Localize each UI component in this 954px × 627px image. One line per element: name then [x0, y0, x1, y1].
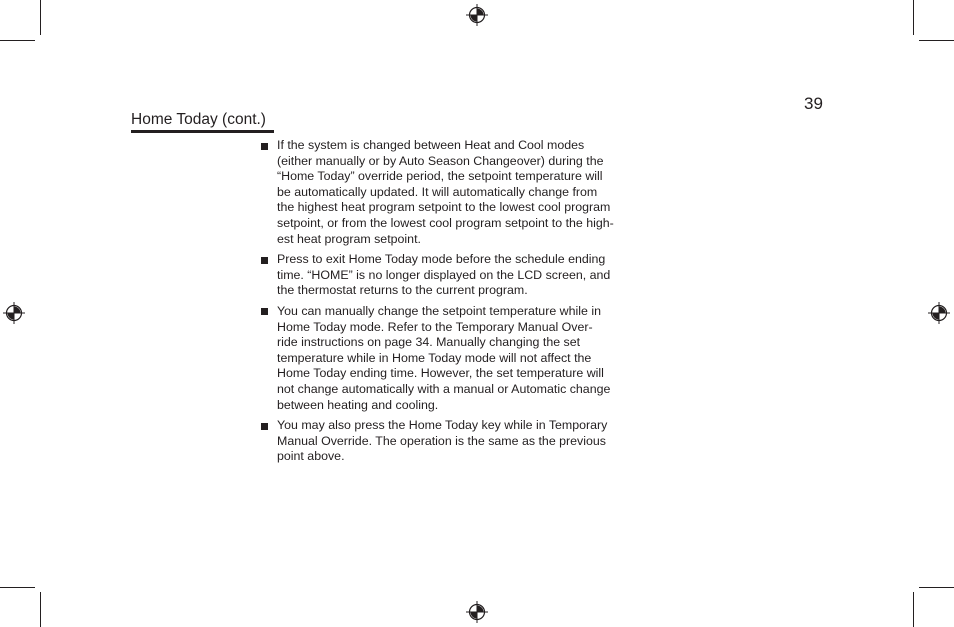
text-line: temperature while in Home Today mode will not affect the [277, 350, 592, 365]
text-line: point above. [277, 449, 345, 464]
crosshair-registration-icon [3, 302, 25, 324]
crosshair-registration-icon [466, 601, 488, 623]
title-underline [131, 130, 274, 133]
square-bullet-icon [261, 257, 268, 264]
text-line: time. “HOME” is no longer displayed on the LCD screen, and [277, 267, 611, 282]
list-item [261, 304, 647, 413]
text-line: “Home Today” override period, the setpoint temperature will [277, 169, 603, 184]
crop-mark [0, 40, 35, 41]
text-line: be automatically updated. It will automatically change from [277, 184, 598, 199]
bullet-list [261, 138, 647, 470]
text-line: setpoint, or from the lowest cool program setpoint to the high- [277, 215, 614, 230]
crop-mark [919, 587, 954, 588]
text-line: between heating and cooling. [277, 397, 439, 412]
text-line: Home Today ending time. However, the set temperature will [277, 366, 604, 381]
text-line: If the system is changed between Heat and Cool modes [277, 138, 585, 152]
text-line: ride instructions on page 34. Manually changing the set [277, 335, 581, 350]
text-line: Press to exit Home Today mode before the schedule ending [277, 252, 606, 267]
list-item [261, 418, 647, 465]
section-title: Home Today (cont.) [131, 111, 266, 128]
square-bullet-icon [261, 423, 268, 430]
text-line: Home Today mode. Refer to the Temporary Manual Over- [277, 319, 593, 334]
crosshair-registration-icon [466, 4, 488, 26]
text-line: You may also press the Home Today key while in Temporary [277, 418, 608, 433]
text-line: the thermostat returns to the current program. [277, 283, 528, 298]
square-bullet-icon [261, 308, 268, 315]
crop-mark [40, 0, 41, 35]
text-line: the highest heat program setpoint to the lowest cool program [277, 200, 611, 215]
text-line: Manual Override. The operation is the same as the previous [277, 433, 606, 448]
text-line: not change automatically with a manual or Automatic change [277, 381, 611, 396]
page-number: 39 [804, 94, 823, 113]
crop-mark [919, 40, 954, 41]
square-bullet-icon [261, 143, 268, 150]
crop-mark [913, 592, 914, 627]
text-line: est heat program setpoint. [277, 231, 421, 246]
crop-mark [40, 592, 41, 627]
text-line: (either manually or by Auto Season Changeover) during the [277, 153, 604, 168]
list-item [261, 252, 647, 299]
crop-mark [913, 0, 914, 35]
crosshair-registration-icon [928, 302, 950, 324]
text-line: You can manually change the setpoint temperature while in [277, 303, 601, 318]
section-header [131, 110, 274, 133]
crop-mark [0, 587, 35, 588]
list-item [261, 138, 647, 247]
